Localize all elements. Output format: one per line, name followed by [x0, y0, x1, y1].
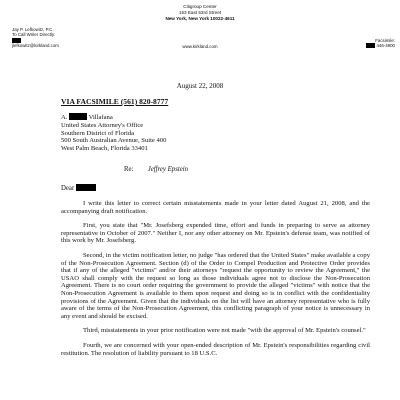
- redaction-bar: [76, 184, 96, 191]
- re-subject: Jeffrey Epstein: [147, 166, 189, 173]
- redaction-bar: [12, 38, 21, 43]
- letter-body: [61, 200, 370, 364]
- paragraph: Third, misstatements in your prior notification were not made "with the approval of Mr. Epstein's counsel.": [83, 327, 366, 335]
- recipient-district: Southern District of Florida: [61, 129, 135, 137]
- recipient-address: [61, 113, 321, 153]
- paragraph: First, you state that "Mr. Josefsberg expended time, effort and funds in preparing to serve as attorney representative in October of 2007." Neither I, nor any other attorney on Mr. Epstein's defense team, was notified of this work by Mr. Josefsberg.: [61, 222, 370, 245]
- paragraph: Second, in the victim notification letter, no judge "has ordered that the United States" make available a copy of the Non-Prosecution Agreement. Section (d) of the Order to Compel Production and Protective Order provides that if any of the alleged "victims" and/or their attorneys "request the opportunity to review the Agreement," the USAO shall comply with the request so long as those individuals agree not to disclose the Non-Prosecution Agreement. There is no court order requiring the government to provide the alleged "victims" with notice that the Non-Prosecution Agreement is available to them upon request and doing so is in conflict with the confidentiality provisions of the Agreement. Given that the individuals on the list will have an attorney representative who is fully aware of the terms of the Non-Prosecution Agreement, this conflicting paragraph of your notice is unnecessary in any event and should be excised.: [61, 251, 370, 320]
- paragraph: Fourth, we are concerned with your open-ended description of Mr. Epstein's responsibilities regarding civil restitution. The resolution of liability pursuant to 18 U.S.C.: [61, 341, 370, 357]
- facsimile-label: Facsimile:: [375, 38, 395, 43]
- city-address: New York, New York 10022-4611: [165, 16, 235, 21]
- author-dial-label: To Call Writer Directly:: [12, 32, 56, 38]
- paragraph: I write this letter to correct certain misstatements made in your letter dated August 21, 2008, and the accompanying draft notification.: [61, 200, 370, 215]
- salutation: [61, 184, 96, 192]
- recipient-city: West Palm Beach, Florida 33401: [61, 145, 148, 153]
- redaction-bar: [69, 113, 87, 120]
- facsimile-number: 446-4900: [376, 43, 395, 49]
- building-name: Citigroup Center: [183, 4, 217, 9]
- recipient-name: [61, 113, 321, 122]
- re-label: Re:: [124, 166, 134, 173]
- firm-website: www.kirkland.com: [182, 44, 218, 49]
- recipient-initial: A.: [61, 114, 68, 121]
- facsimile-number-row: [305, 43, 395, 48]
- redaction-bar: [366, 43, 375, 48]
- fax-line: VIA FACSIMILE (561) 820-8777: [61, 97, 169, 106]
- street-address: 153 East 53rd Street: [178, 10, 222, 15]
- re-line: [124, 166, 188, 173]
- recipient-office: United States Attorney's Office: [61, 121, 144, 129]
- salutation-word: Dear: [61, 185, 75, 192]
- recipient-surname: Villafana: [88, 114, 113, 121]
- author-name: Jay P. Lefkowitz, P.C.: [12, 27, 54, 32]
- letter-date: August 22, 2008: [176, 82, 224, 90]
- firm-address-block: [0, 4, 400, 22]
- author-email: jlefkowitz@kirkland.com: [12, 43, 59, 49]
- facsimile-block: [305, 38, 395, 49]
- recipient-street: 500 South Australian Avenue, Suite 400: [61, 137, 167, 145]
